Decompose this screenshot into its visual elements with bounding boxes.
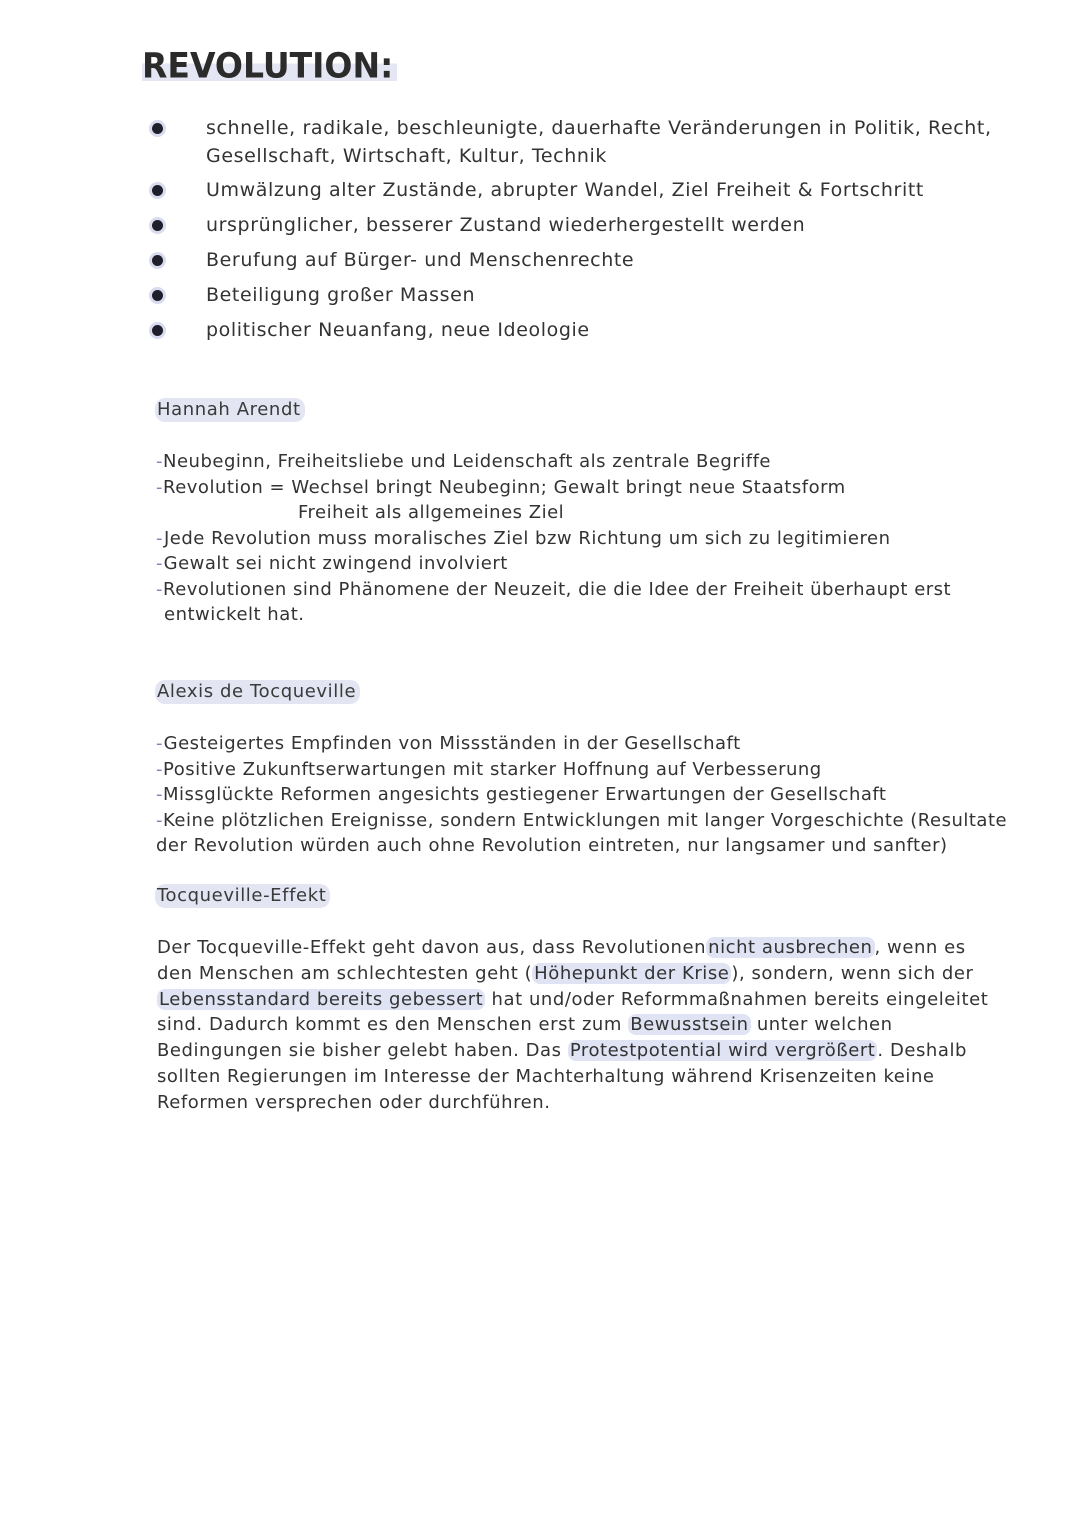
note-line: -Positive Zukunftserwartungen mit starker Hoffnung auf Verbesserung bbox=[156, 758, 822, 780]
note-line: -Neubeginn, Freiheitsliebe und Leidenschaft als zentrale Begriffe bbox=[156, 451, 771, 472]
highlight: Höhepunkt der Krise bbox=[534, 962, 730, 984]
tocqueville-notes bbox=[156, 731, 1046, 859]
bullet-dot-icon bbox=[152, 185, 163, 196]
heading-tocqueville-effekt: Tocqueville-Effekt bbox=[155, 884, 330, 908]
note-line: -Missglückte Reformen angesichts gestiegener Erwartungen der Gesellschaft bbox=[156, 784, 887, 805]
highlight: Bewusstsein bbox=[630, 1014, 749, 1036]
para-line: sind. Dadurch kommt es den Menschen erst zum Bewusstsein unter welchen bbox=[157, 1014, 893, 1036]
list-item: Beteiligung großer Massen bbox=[150, 281, 1030, 309]
arendt-notes bbox=[156, 449, 1046, 628]
list-item: ursprünglicher, besserer Zustand wiederhergestellt werden bbox=[150, 211, 1030, 239]
bullet-dot-icon bbox=[152, 325, 163, 336]
heading-tocqueville: Alexis de Tocqueville bbox=[155, 680, 360, 704]
note-line: -Gewalt sei nicht zwingend involviert bbox=[156, 553, 508, 574]
para-line: Lebensstandard bereits gebessert hat und/oder Reformmaßnahmen bereits eingeleitet bbox=[159, 988, 989, 1010]
bullet-dot-icon bbox=[152, 255, 163, 266]
highlight: Lebensstandard bereits gebessert bbox=[159, 988, 484, 1010]
para-line: sollten Regierungen im Interesse der Machterhaltung während Krisenzeiten keine bbox=[157, 1065, 935, 1087]
effekt-paragraph bbox=[157, 935, 1042, 1116]
list-item: schnelle, radikale, beschleunigte, dauerhafte Veränderungen in Politik, Recht, Gesellschaft, Wirtschaft, Kultur, Technik bbox=[150, 114, 1030, 170]
note-line: entwickelt hat. bbox=[164, 604, 305, 625]
note-line: Freiheit als allgemeines Ziel bbox=[298, 502, 565, 523]
page-title: REVOLUTION: bbox=[142, 45, 397, 86]
note-line: -Revolutionen sind Phänomene der Neuzeit, die die Idee der Freiheit überhaupt erst bbox=[156, 578, 952, 600]
para-line: den Menschen am schlechtesten geht ( Höhepunkt der Krise ), sondern, wenn sich der bbox=[157, 962, 974, 984]
note-line: -Gesteigertes Empfinden von Missständen in der Gesellschaft bbox=[156, 733, 741, 754]
definition-list bbox=[150, 114, 1030, 344]
bullet-dot-icon bbox=[152, 220, 163, 231]
para-line: Der Tocqueville-Effekt geht davon aus, dass Revolutionen nicht ausbrechen , wenn es bbox=[157, 937, 966, 958]
note-line: der Revolution würden auch ohne Revolution eintreten, nur langsamer und sanfter) bbox=[156, 835, 948, 856]
highlight: Protestpotential wird vergrößert bbox=[569, 1040, 876, 1062]
list-item: Umwälzung alter Zustände, abrupter Wandel, Ziel Freiheit & Fortschritt bbox=[150, 176, 1030, 204]
list-item: politischer Neuanfang, neue Ideologie bbox=[150, 316, 1030, 344]
note-line: -Keine plötzlichen Ereignisse, sondern Entwicklungen mit langer Vorgeschichte (Resultate bbox=[156, 809, 1008, 831]
list-item: Berufung auf Bürger- und Menschenrechte bbox=[150, 246, 1030, 274]
bullet-dot-icon bbox=[152, 290, 163, 301]
para-line: Bedingungen sie bisher gelebt haben. Das Protestpotential wird vergrößert . Deshalb bbox=[157, 1040, 967, 1062]
note-line: -Revolution = Wechsel bringt Neubeginn; Gewalt bringt neue Staatsform bbox=[156, 476, 846, 498]
bullet-dot-icon bbox=[152, 123, 163, 134]
note-line: -Jede Revolution muss moralisches Ziel bzw Richtung um sich zu legitimieren bbox=[156, 527, 891, 549]
highlight: nicht ausbrechen bbox=[708, 937, 873, 958]
heading-arendt: Hannah Arendt bbox=[155, 398, 305, 422]
para-line: Reformen versprechen oder durchführen. bbox=[157, 1091, 551, 1113]
